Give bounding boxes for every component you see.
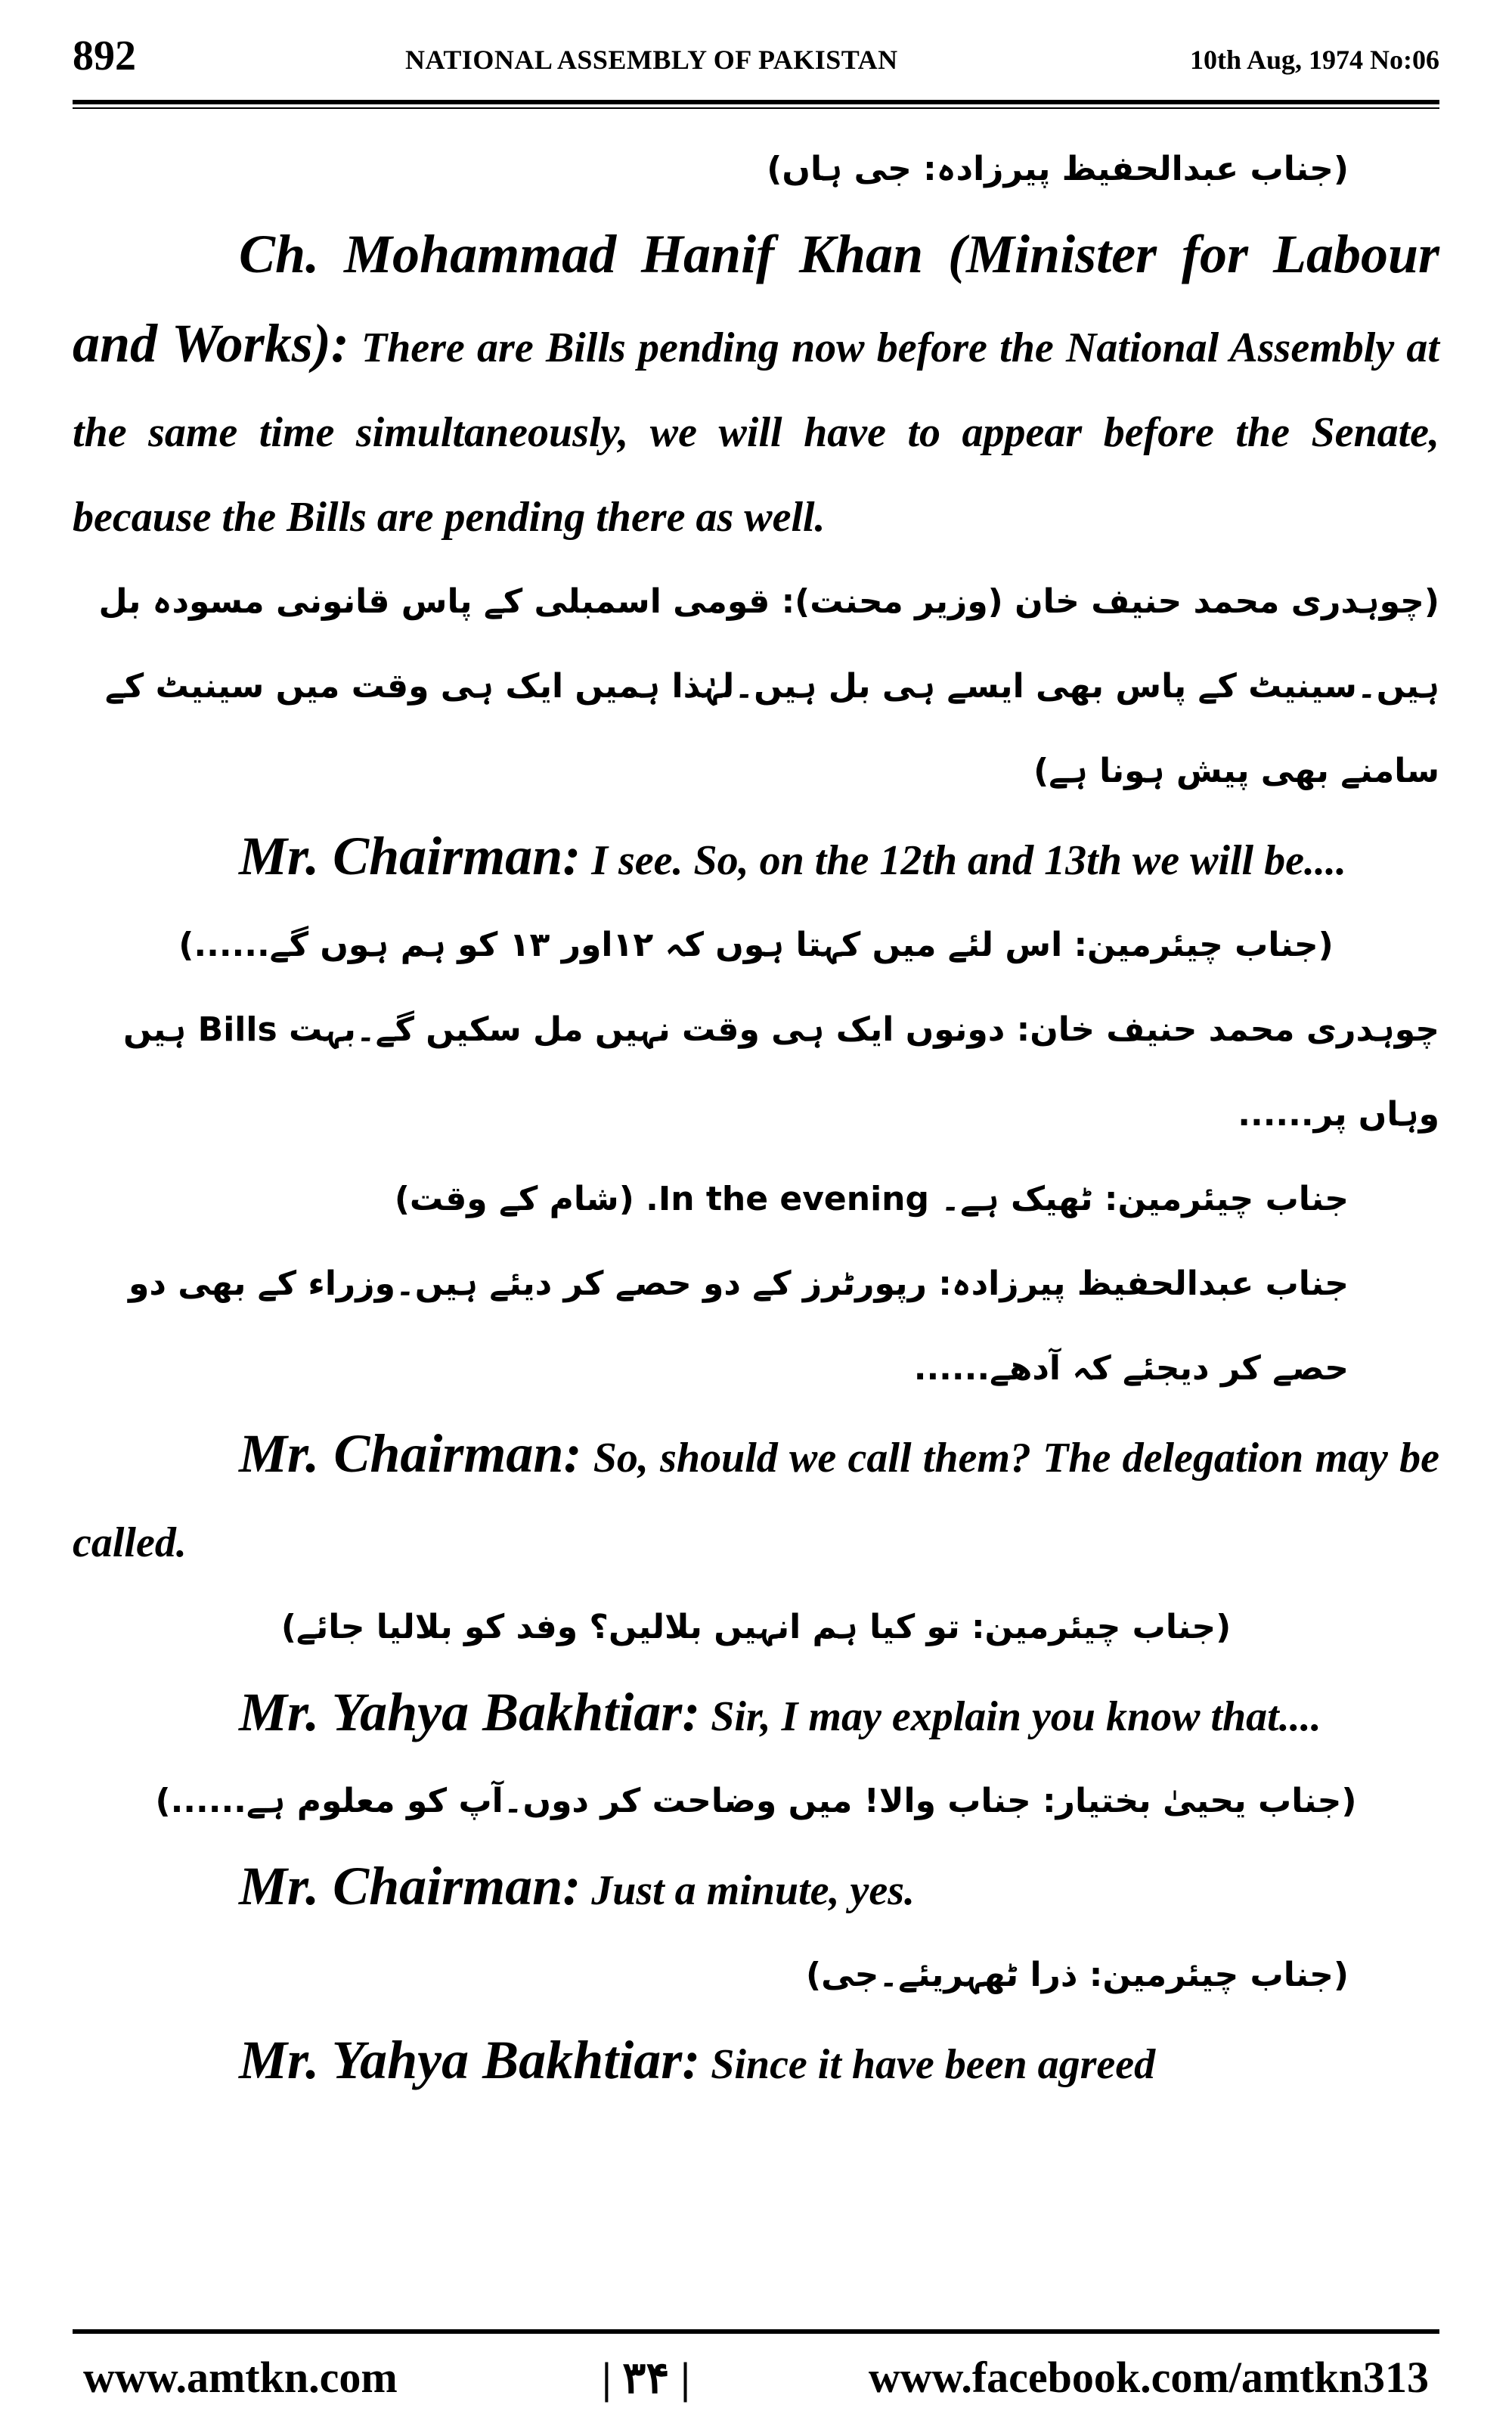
urdu-translation: (جناب چیئرمین: تو کیا ہم انہیں بلالیں؟ وفد کو بلالیا جائے) <box>280 1608 1232 1646</box>
urdu-translation: (چوہدری محمد حنیف خان (وزیر محنت): قومی اسمبلی کے پاس قانونی مسودہ بل ہیں۔سینیٹ کے پاس بھی ایسے ہی بل ہیں۔لہٰذا ہمیں ایک ہی وقت میں سینیٹ کے سامنے بھی پیش ہونا ہے) <box>98 582 1439 790</box>
speech-text: I see. So, on the 12th and 13th we will be.... <box>581 837 1346 884</box>
speaker-name: Mr. Yahya Bakhtiar: <box>239 1682 701 1742</box>
speech-text: Sir, I may explain you know that.... <box>700 1693 1321 1740</box>
speech-text: Just a minute, yes. <box>581 1867 916 1914</box>
speaker-name: Mr. Chairman: <box>239 1856 581 1916</box>
header-rule-thin <box>73 107 1439 109</box>
urdu-translation: (جناب چیئرمین: ذرا ٹھہریئے۔جی) <box>806 1956 1349 1994</box>
running-title: NATIONAL ASSEMBLY OF PAKISTAN <box>405 45 898 75</box>
speaker-name: Mr. Yahya Bakhtiar: <box>239 2030 701 2090</box>
facebook-link[interactable]: www.facebook.com/amtkn313 <box>868 2353 1429 2402</box>
speech-text: So, should we call them? The delegation may be called. <box>73 1435 1439 1566</box>
urdu-speech: جناب عبدالحفیظ پیرزادہ: رپورٹرز کے دو حصے کر دیئے ہیں۔وزراء کے بھی دو حصے کر دیجئے کہ آدھے...... <box>129 1264 1349 1388</box>
urdu-translation: (جناب چیئرمین: اس لئے میں کہتا ہوں کہ ۱۲اور ۱۳ کو ہم ہوں گے......) <box>178 926 1334 964</box>
page-header <box>73 30 1439 98</box>
speech-paragraph <box>73 1670 1439 1759</box>
speaker-name: Mr. Chairman: <box>239 826 581 886</box>
header-rule <box>73 100 1439 104</box>
page-number: 892 <box>73 33 136 79</box>
website-link[interactable]: www.amtkn.com <box>83 2353 398 2402</box>
speech-paragraph <box>73 2018 1439 2107</box>
urdu-translation: (جناب عبدالحفیظ پیرزادہ: جی ہاں) <box>767 150 1349 188</box>
speaker-name: Mr. Chairman: <box>239 1423 582 1484</box>
speaker-name: Ch. Mohammad Hanif Khan (Minister for Labour and Works): <box>73 224 1439 374</box>
speech-paragraph <box>73 814 1439 903</box>
speech-paragraph <box>73 1844 1439 1933</box>
transcript-body <box>73 127 1439 2107</box>
speech-text: Since it have been agreed <box>700 2041 1156 2088</box>
footer-rule <box>73 2329 1439 2334</box>
issue-date-number: 10th Aug, 1974 No:06 <box>1189 45 1439 75</box>
urdu-translation: (جناب یحییٰ بختیار: جناب والا! میں وضاحت کر دوں۔آپ کو معلوم ہے......) <box>155 1782 1357 1820</box>
speech-text: There are Bills pending now before the National Assembly at the same time simultaneously, we will have to appear before the Senate, because the Bills are pending there as well. <box>73 324 1439 541</box>
urdu-speech: چوہدری محمد حنیف خان: دونوں ایک ہی وقت نہیں مل سکیں گے۔بہت Bills ہیں وہاں پر...... <box>123 1010 1439 1134</box>
urdu-speech: جناب چیئرمین: ٹھیک ہے۔ In the evening. (شام کے وقت) <box>394 1180 1349 1218</box>
page-footer <box>73 2352 1439 2412</box>
speech-paragraph <box>73 212 1439 560</box>
speech-paragraph <box>73 1411 1439 1585</box>
urdu-page-number: | ۳۴ | <box>602 2353 690 2403</box>
